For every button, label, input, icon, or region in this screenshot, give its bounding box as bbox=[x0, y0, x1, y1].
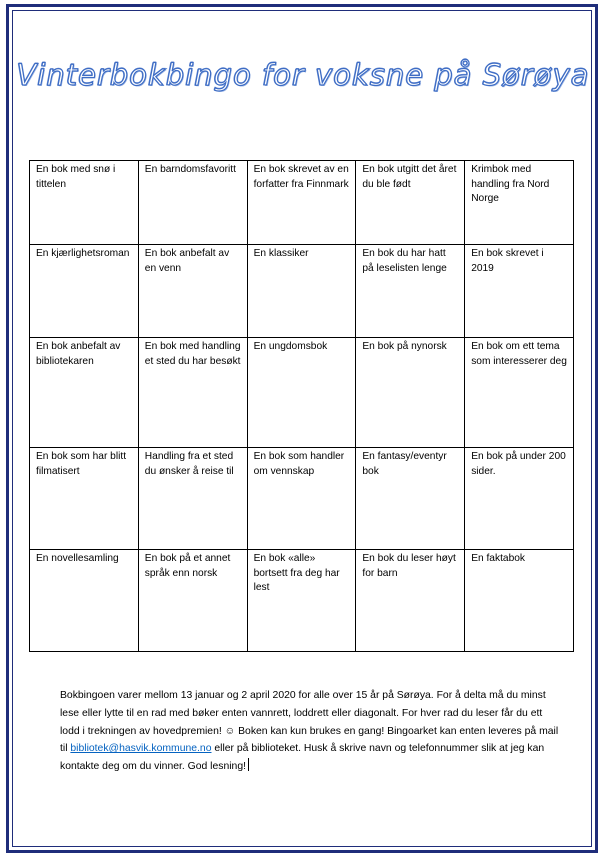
bingo-cell[interactable]: Handling fra et sted du ønsker å reise til bbox=[138, 448, 247, 550]
info-text-end: eller på biblioteket. Husk å skrive navn og telefonnummer slik at jeg kan kontakte deg om du vinner. God lesning! bbox=[60, 743, 545, 773]
bingo-cell[interactable]: En bok skrevet av en forfatter fra Finnmark bbox=[247, 161, 356, 245]
bingo-cell[interactable]: En bok på nynorsk bbox=[356, 338, 465, 448]
bingo-cell[interactable]: Krimbok med handling fra Nord Norge bbox=[465, 161, 574, 245]
text-cursor bbox=[248, 758, 249, 771]
bingo-cell[interactable]: En bok skrevet i 2019 bbox=[465, 245, 574, 338]
bingo-cell[interactable]: En bok på et annet språk enn norsk bbox=[138, 550, 247, 652]
bingo-cell[interactable]: En klassiker bbox=[247, 245, 356, 338]
bingo-cell[interactable]: En bok utgitt det året du ble født bbox=[356, 161, 465, 245]
bingo-cell[interactable]: En bok som handler om vennskap bbox=[247, 448, 356, 550]
bingo-grid bbox=[29, 160, 574, 652]
bingo-cell[interactable]: En bok anbefalt av bibliotekaren bbox=[30, 338, 139, 448]
email-link[interactable]: bibliotek@hasvik.kommune.no bbox=[70, 743, 212, 755]
bingo-cell[interactable]: En bok anbefalt av en venn bbox=[138, 245, 247, 338]
bingo-cell[interactable]: En bok på under 200 sider. bbox=[465, 448, 574, 550]
bingo-cell[interactable]: En kjærlighetsroman bbox=[30, 245, 139, 338]
bingo-cell[interactable]: En bok som har blitt filmatisert bbox=[30, 448, 139, 550]
bingo-row bbox=[30, 245, 574, 338]
bingo-row bbox=[30, 550, 574, 652]
page-title: Vinterbokbingo for voksne på Sørøya bbox=[16, 58, 590, 92]
bingo-cell[interactable]: En ungdomsbok bbox=[247, 338, 356, 448]
bingo-cell[interactable]: En bok om ett tema som interesserer deg bbox=[465, 338, 574, 448]
bingo-cell[interactable]: En bok du leser høyt for barn bbox=[356, 550, 465, 652]
bingo-cell[interactable]: En fantasy/eventyr bok bbox=[356, 448, 465, 550]
bingo-row bbox=[30, 161, 574, 245]
bingo-cell[interactable]: En bok med handling et sted du har besøkt bbox=[138, 338, 247, 448]
bingo-row bbox=[30, 338, 574, 448]
bingo-cell[interactable]: En novellesamling bbox=[30, 550, 139, 652]
bingo-cell[interactable]: En bok «alle» bortsett fra deg har lest bbox=[247, 550, 356, 652]
info-paragraph bbox=[60, 687, 560, 776]
bingo-cell[interactable]: En bok med snø i tittelen bbox=[30, 161, 139, 245]
bingo-cell[interactable]: En barndomsfavoritt bbox=[138, 161, 247, 245]
info-text-start: Bokbingoen varer mellom 13 januar og 2 april 2020 for alle over 15 år på Sørøya. For å delta må du minst lese eller lytte til en rad med bøker enten vannrett, loddrett eller diagonalt. For hver rad du leser får du ett lodd i trekningen av hovedpremien! ☺ Boken kan kun brukes en gang! Bingoarket kan enten leveres på mail til bbox=[60, 690, 559, 755]
bingo-cell[interactable]: En faktabok bbox=[465, 550, 574, 652]
bingo-row bbox=[30, 448, 574, 550]
bingo-cell[interactable]: En bok du har hatt på leselisten lenge bbox=[356, 245, 465, 338]
